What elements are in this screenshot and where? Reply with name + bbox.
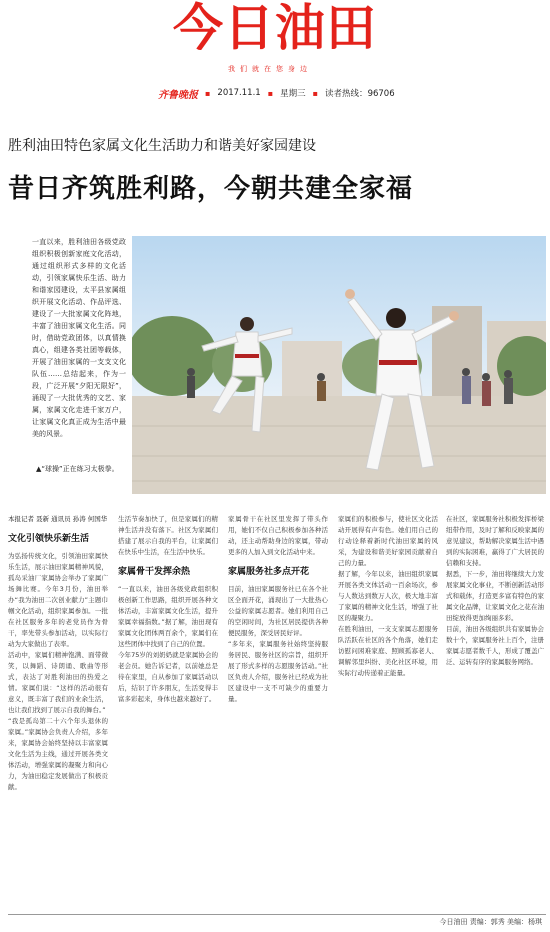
- issue-date: 2017.11.1: [217, 88, 261, 98]
- footer-text: 今日油田 责编：郭秀 美编：杨琪: [439, 918, 542, 926]
- paragraph: 目前，油田各级组织共有家属协会数十个，家属服务社上百个，注册家属志愿者数千人，形成了覆盖广泛、运转有序的家属服务网络。: [446, 625, 544, 666]
- paragraph: 目前，油田家属服务社已在各个社区全面开花，涌现出了一大批热心公益的家属志愿者。她们利用自己的空闲时间，为社区居民提供各种便民服务，深受居民好评。: [228, 585, 328, 637]
- masthead-info: [158, 86, 395, 100]
- article-column-4: [338, 514, 438, 909]
- hotline: [325, 87, 395, 99]
- reporter-credit: 本报记者 聂新 通讯员 孙涛 何国华: [8, 515, 108, 523]
- paragraph: 在社区，家属服务社积极发挥桥梁纽带作用，及时了解和反映家属的意见建议，帮助解决家属生活中遇到的实际困难，赢得了广大居民的信赖和支持。: [446, 515, 544, 567]
- paragraph: “多年来，家属服务社始终坚持服务居民、服务社区的宗旨，组织开展了形式多样的志愿服务活动。”社区负责人介绍，服务社已经成为社区建设中一支不可缺少的重要力量。: [228, 640, 328, 703]
- article-kicker: 胜利油田特色家属文化生活助力和谐美好家园建设: [8, 138, 316, 154]
- section-title: 文化引领快乐新生活: [8, 534, 90, 544]
- article-column-1: [8, 514, 108, 909]
- paragraph: 据了解，今年以来，油田组织家属开展各类文体活动一百余场次，参与人数达到数万人次，极大地丰富了家属的精神文化生活，增强了社区的凝聚力。: [338, 570, 438, 622]
- hotline-label: 读者热线：: [325, 89, 368, 99]
- article-photo: [132, 236, 546, 494]
- masthead-title: 今日油田: [173, 0, 377, 57]
- issue-weekday: 星期三: [280, 89, 306, 99]
- photo-caption: ▲“球操”正在练习太极拳。: [36, 465, 119, 473]
- paragraph: 家属骨干在社区里发挥了带头作用，她们不仅自己积极参加各种活动，还主动帮助身边的家属，带动更多的人加入到文化活动中来。: [228, 515, 328, 556]
- paragraph: 活动中，家属们精神饱满、面带微笑，以舞蹈、诗朗诵、歌曲等形式，表达了对胜利油田的热爱之情。家属们说：“这样的活动很有意义，既丰富了我们的业余生活，也让我们找到了展示自我的舞台。”: [8, 651, 108, 714]
- paragraph: 今年75岁的刘奶奶就是家属协会的老会员。她告诉记者，以前她总是待在家里，自从参加了家属活动以后，结识了许多朋友，生活变得丰富多彩起来，身体也越来越好了。: [118, 651, 218, 703]
- separator-dot: ▪: [205, 88, 211, 98]
- section-title: 家属骨干发挥余热: [118, 567, 191, 577]
- separator-dot: ▪: [267, 88, 274, 98]
- paragraph: 家属们的积极参与，使社区文化活动开展得有声有色。她们用自己的行动诠释着新时代油田家属的风采，为建设和谐美好家园贡献着自己的力量。: [338, 515, 438, 567]
- paragraph: 在胜利油田，一支支家属志愿服务队活跃在社区的各个角落，她们走访慰问困难家庭、照顾孤寡老人、调解邻里纠纷、美化社区环境，用实际行动传递着正能量。: [338, 625, 438, 677]
- plaza-ground: [132, 396, 546, 494]
- paragraph: 为弘扬传统文化，引领油田家属快乐生活，展示油田家属精神风貌，孤岛采油厂家属协会举办了家属广场舞比赛。今年3月份，油田举办“我为油田二次创业献力”主题巾帼文化活动，组织家属参加。一批在社区服务多年的老党员作为骨干，率先带头参加活动，以实际行动为大家做出了表率。: [8, 552, 108, 648]
- paragraph: 据悉，下一步，油田将继续大力发展家属文化事业，不断创新活动形式和载体，打造更多富有特色的家属文化品牌，让家属文化之花在油田绽放得更加绚丽多彩。: [446, 570, 544, 622]
- hotline-number: 96706: [367, 89, 395, 99]
- masthead-slogan: 我们就在您身边: [228, 65, 312, 73]
- article-column-3: [228, 514, 328, 909]
- building: [282, 341, 342, 396]
- paragraph: “一直以来，油田各级党政组织积极创新工作思路，组织开展各种文体活动，丰富家属文化生活，提升家属幸福指数。”据了解，油田现有家属文化团体两百余个，家属们在这些团体中找到了自己的位置。: [118, 585, 218, 648]
- article-lead: 一直以来，胜利油田各级党政组织积极创新家庭文化活动，通过组织形式多样的文化活动，引领家属快乐生活、助力和谐家园建设，太平县家属组织开展文化活动、作品评选、建设了一大批家属文化阵地，丰富了油田家属文化生活。同时，借助党政团体，以真情换真心，组建各类社团等载体，开展了油田家属的一支支文化队伍……总结起来，作为一段，广泛开展“夕阳无限好”，涌现了一大批优秀的文艺、家属，家属文化走进千家万户，让家属文化真正成为生活中最美的风景。: [32, 238, 126, 438]
- paper-name: 齐鲁晚报: [158, 89, 198, 101]
- paragraph: “我是孤岛第二十六个年头退休的家属。”家属协会负责人介绍，多年来，家属协会始终坚持以丰富家属文化生活为主线，通过开展各类文体活动，增强家属的凝聚力和向心力，为油田稳定发展做出了积极贡献。: [8, 717, 108, 791]
- article-column-5: [446, 514, 544, 909]
- page-footer: [0, 914, 550, 928]
- masthead: [0, 0, 550, 106]
- article-headline: 昔日齐筑胜利路，今朝共建全家福: [8, 174, 414, 204]
- separator-dot: ▪: [312, 88, 319, 98]
- section-title: 家属服务社多点开花: [228, 567, 310, 577]
- article-column-2: [118, 514, 218, 909]
- paragraph: 生活节奏加快了，但是家属们的精神生活并没有落下。社区为家属们搭建了展示自我的平台，让家属们在快乐中生活，在生活中快乐。: [118, 515, 218, 556]
- footer-rule: [8, 914, 546, 915]
